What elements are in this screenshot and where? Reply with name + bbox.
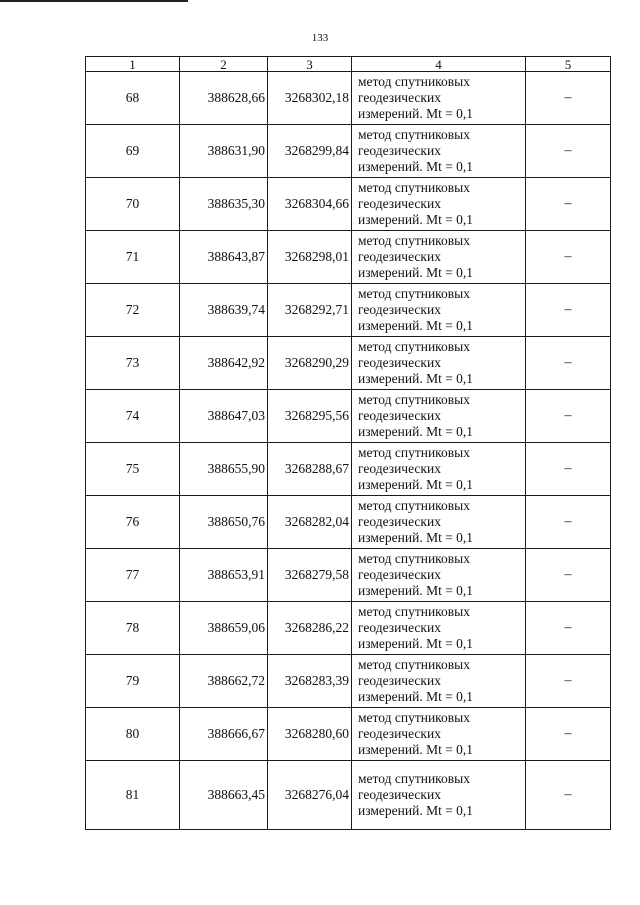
method-line: измерений. Mt = 0,1 — [358, 318, 474, 333]
y-coordinate-cell: 3268276,04 — [268, 761, 352, 830]
method-line: геодезических — [358, 143, 441, 158]
x-coordinate-cell: 388663,45 — [180, 761, 268, 830]
table-row — [86, 178, 611, 231]
x-coordinate-cell: 388647,03 — [180, 390, 268, 443]
point-number-cell: 75 — [86, 443, 180, 496]
note-cell: – — [526, 337, 611, 390]
x-coordinate-cell: 388662,72 — [180, 655, 268, 708]
method-line: измерений. Mt = 0,1 — [358, 212, 474, 227]
method-line: геодезических — [358, 514, 441, 529]
method-line: измерений. Mt = 0,1 — [358, 265, 474, 280]
coordinates-table — [85, 56, 611, 830]
column-header-2: 2 — [180, 57, 268, 72]
column-header-1: 1 — [86, 57, 180, 72]
method-line: измерений. Mt = 0,1 — [358, 530, 474, 545]
table-body — [86, 72, 611, 830]
method-line: метод спутниковых — [358, 710, 470, 725]
method-line: измерений. Mt = 0,1 — [358, 803, 474, 818]
point-number-cell: 77 — [86, 549, 180, 602]
y-coordinate-cell: 3268288,67 — [268, 443, 352, 496]
method-line: геодезических — [358, 567, 441, 582]
note-cell: – — [526, 178, 611, 231]
column-header-5: 5 — [526, 57, 611, 72]
note-cell: – — [526, 72, 611, 125]
method-line: метод спутниковых — [358, 604, 470, 619]
point-number-cell: 78 — [86, 602, 180, 655]
method-line: измерений. Mt = 0,1 — [358, 371, 474, 386]
method-line: измерений. Mt = 0,1 — [358, 106, 474, 121]
note-cell: – — [526, 284, 611, 337]
y-coordinate-cell: 3268282,04 — [268, 496, 352, 549]
table-row — [86, 443, 611, 496]
point-number-cell: 74 — [86, 390, 180, 443]
y-coordinate-cell: 3268286,22 — [268, 602, 352, 655]
method-line: метод спутниковых — [358, 286, 470, 301]
table-row — [86, 496, 611, 549]
note-cell: – — [526, 231, 611, 284]
note-cell: – — [526, 443, 611, 496]
table-row — [86, 761, 611, 830]
y-coordinate-cell: 3268280,60 — [268, 708, 352, 761]
method-cell — [352, 178, 526, 231]
note-cell: – — [526, 125, 611, 178]
table-row — [86, 655, 611, 708]
method-line: метод спутниковых — [358, 498, 470, 513]
method-line: геодезических — [358, 787, 441, 802]
point-number-cell: 80 — [86, 708, 180, 761]
method-line: измерений. Mt = 0,1 — [358, 159, 474, 174]
table-row — [86, 708, 611, 761]
point-number-cell: 72 — [86, 284, 180, 337]
column-header-4: 4 — [352, 57, 526, 72]
method-line: измерений. Mt = 0,1 — [358, 424, 474, 439]
table-row — [86, 125, 611, 178]
x-coordinate-cell: 388650,76 — [180, 496, 268, 549]
method-line: геодезических — [358, 302, 441, 317]
x-coordinate-cell: 388631,90 — [180, 125, 268, 178]
method-cell — [352, 496, 526, 549]
note-cell: – — [526, 708, 611, 761]
note-cell: – — [526, 496, 611, 549]
note-cell: – — [526, 549, 611, 602]
note-cell: – — [526, 390, 611, 443]
method-line: геодезических — [358, 355, 441, 370]
column-header-3: 3 — [268, 57, 352, 72]
y-coordinate-cell: 3268292,71 — [268, 284, 352, 337]
method-line: метод спутниковых — [358, 657, 470, 672]
method-cell — [352, 125, 526, 178]
x-coordinate-cell: 388655,90 — [180, 443, 268, 496]
header-row — [86, 57, 611, 72]
method-cell — [352, 761, 526, 830]
method-line: метод спутниковых — [358, 74, 470, 89]
method-cell — [352, 549, 526, 602]
page-number: 133 — [311, 32, 329, 44]
x-coordinate-cell: 388666,67 — [180, 708, 268, 761]
method-cell — [352, 337, 526, 390]
y-coordinate-cell: 3268304,66 — [268, 178, 352, 231]
x-coordinate-cell: 388643,87 — [180, 231, 268, 284]
point-number-cell: 76 — [86, 496, 180, 549]
method-line: метод спутниковых — [358, 339, 470, 354]
method-cell — [352, 72, 526, 125]
method-line: метод спутниковых — [358, 551, 470, 566]
method-cell — [352, 443, 526, 496]
method-line: метод спутниковых — [358, 771, 470, 786]
method-line: геодезических — [358, 620, 441, 635]
method-line: геодезических — [358, 461, 441, 476]
table-row — [86, 390, 611, 443]
method-line: метод спутниковых — [358, 445, 470, 460]
point-number-cell: 69 — [86, 125, 180, 178]
method-line: геодезических — [358, 196, 441, 211]
table-row — [86, 602, 611, 655]
method-line: метод спутниковых — [358, 392, 470, 407]
table-row — [86, 72, 611, 125]
method-line: измерений. Mt = 0,1 — [358, 477, 474, 492]
y-coordinate-cell: 3268279,58 — [268, 549, 352, 602]
method-line: метод спутниковых — [358, 233, 470, 248]
point-number-cell: 68 — [86, 72, 180, 125]
method-cell — [352, 655, 526, 708]
x-coordinate-cell: 388653,91 — [180, 549, 268, 602]
y-coordinate-cell: 3268290,29 — [268, 337, 352, 390]
method-line: измерений. Mt = 0,1 — [358, 583, 474, 598]
method-line: геодезических — [358, 90, 441, 105]
method-line: измерений. Mt = 0,1 — [358, 742, 474, 757]
method-line: геодезических — [358, 408, 441, 423]
point-number-cell: 79 — [86, 655, 180, 708]
y-coordinate-cell: 3268283,39 — [268, 655, 352, 708]
point-number-cell: 81 — [86, 761, 180, 830]
method-line: измерений. Mt = 0,1 — [358, 689, 474, 704]
x-coordinate-cell: 388635,30 — [180, 178, 268, 231]
table-row — [86, 231, 611, 284]
method-cell — [352, 231, 526, 284]
x-coordinate-cell: 388642,92 — [180, 337, 268, 390]
point-number-cell: 70 — [86, 178, 180, 231]
note-cell: – — [526, 761, 611, 830]
note-cell: – — [526, 655, 611, 708]
point-number-cell: 71 — [86, 231, 180, 284]
method-line: метод спутниковых — [358, 127, 470, 142]
method-cell — [352, 390, 526, 443]
table-row — [86, 284, 611, 337]
top-margin-rule — [0, 0, 188, 2]
x-coordinate-cell: 388628,66 — [180, 72, 268, 125]
y-coordinate-cell: 3268299,84 — [268, 125, 352, 178]
method-line: измерений. Mt = 0,1 — [358, 636, 474, 651]
x-coordinate-cell: 388639,74 — [180, 284, 268, 337]
table-row — [86, 337, 611, 390]
method-cell — [352, 708, 526, 761]
method-line: геодезических — [358, 249, 441, 264]
table-row — [86, 549, 611, 602]
x-coordinate-cell: 388659,06 — [180, 602, 268, 655]
y-coordinate-cell: 3268295,56 — [268, 390, 352, 443]
method-cell — [352, 284, 526, 337]
y-coordinate-cell: 3268298,01 — [268, 231, 352, 284]
method-line: геодезических — [358, 673, 441, 688]
method-cell — [352, 602, 526, 655]
y-coordinate-cell: 3268302,18 — [268, 72, 352, 125]
point-number-cell: 73 — [86, 337, 180, 390]
method-line: метод спутниковых — [358, 180, 470, 195]
method-line: геодезических — [358, 726, 441, 741]
note-cell: – — [526, 602, 611, 655]
